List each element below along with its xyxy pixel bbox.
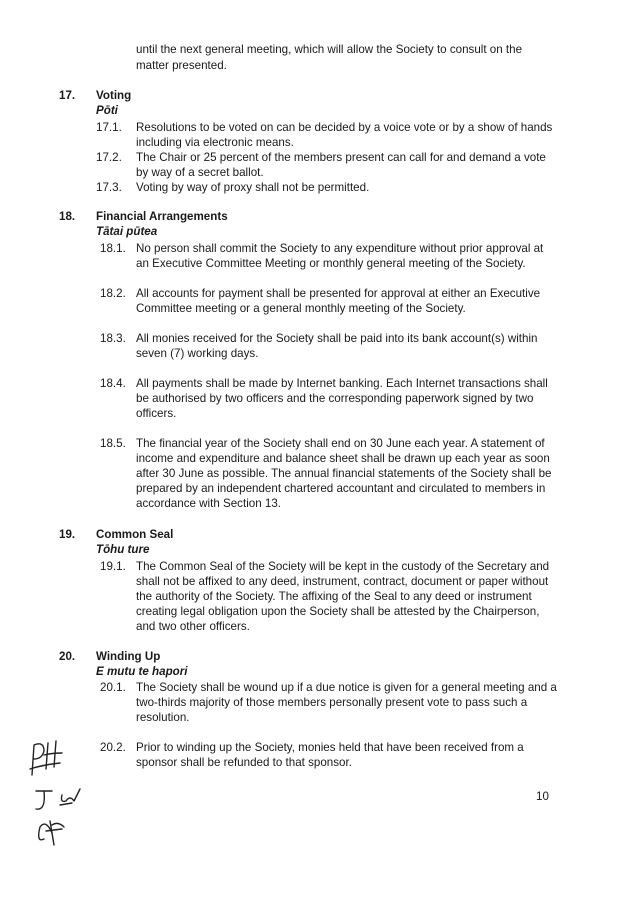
clause-line: after 30 June as possible. The annual financial statements of the Society shall be [136, 467, 552, 480]
clause-line: sponsor shall be refunded to that sponsor. [136, 756, 352, 769]
clause-number: 17.3. [96, 181, 122, 194]
clause-line: officers. [136, 407, 177, 420]
clause-line: and two other officers. [136, 620, 250, 633]
clause-line: including via electronic means. [136, 136, 294, 149]
clause-line: shall not be affixed to any deed, instrument, contract, document or paper without [136, 575, 549, 588]
clause-line: income and expenditure and balance sheet shall be drawn up each year as soon [136, 452, 550, 465]
clause-number: 18.2. [100, 287, 126, 300]
clause-line: prepared by an independent chartered accountant and circulated to members in [136, 482, 546, 495]
section-title: Voting [96, 89, 132, 102]
clause-line: be authorised by two officers and the corresponding paperwork signed by two [136, 392, 534, 405]
clause-line: No person shall commit the Society to any expenditure without prior approval at [136, 242, 544, 255]
section-title: Common Seal [96, 528, 174, 541]
section-title: Financial Arrangements [96, 210, 228, 223]
clause-number: 17.2. [96, 151, 122, 164]
handwritten-initials [22, 735, 112, 865]
clause-line: resolution. [136, 711, 190, 724]
clause-line: All payments shall be made by Internet banking. Each Internet transactions shall [136, 377, 548, 390]
clause-line: Voting by way of proxy shall not be permitted. [136, 181, 370, 194]
clause-number: 20.1. [100, 681, 126, 694]
intro-line: matter presented. [136, 59, 227, 72]
clause-line: The Society shall be wound up if a due notice is given for a general meeting and a [136, 681, 557, 694]
clause-number: 18.5. [100, 437, 126, 450]
clause-line: All monies received for the Society shall be paid into its bank account(s) within [136, 332, 538, 345]
clause-line: Committee meeting or a general monthly meeting of the Society. [136, 302, 466, 315]
clause-line: All accounts for payment shall be presented for approval at either an Executive [136, 287, 541, 300]
clause-number: 20.2. [100, 741, 126, 754]
clause-line: two-thirds majority of those members personally present vote to pass such a [136, 696, 528, 709]
clause-line: accordance with Section 13. [136, 497, 282, 510]
clause-line: The Chair or 25 percent of the members present can call for and demand a vote [136, 151, 546, 164]
clause-line: The financial year of the Society shall end on 30 June each year. A statement of [136, 437, 545, 450]
section-subtitle: Tātai pūtea [96, 225, 158, 238]
clause-line: The Common Seal of the Society will be kept in the custody of the Secretary and [136, 560, 550, 573]
clause-number: 18.4. [100, 377, 126, 390]
clause-number: 19.1. [100, 560, 126, 573]
section-number: 20. [59, 650, 76, 663]
clause-number: 18.1. [100, 242, 126, 255]
clause-line: the authority of the Society. The affixing of the Seal to any deed or instrument [136, 590, 532, 603]
intro-line: until the next general meeting, which will allow the Society to consult on the [136, 43, 523, 56]
clause-line: an Executive Committee Meeting or monthly general meeting of the Society. [136, 257, 526, 270]
clause-line: creating legal obligation upon the Society shall be attested by the Chairperson, [136, 605, 540, 618]
section-number: 17. [59, 89, 76, 102]
clause-number: 18.3. [100, 332, 126, 345]
page-number: 10 [536, 790, 549, 803]
section-number: 19. [59, 528, 76, 541]
section-subtitle: Tōhu ture [96, 543, 150, 556]
section-subtitle: E mutu te hapori [96, 665, 188, 678]
section-number: 18. [59, 210, 76, 223]
clause-line: seven (7) working days. [136, 347, 259, 360]
clause-line: Prior to winding up the Society, monies held that have been received from a [136, 741, 524, 754]
section-title: Winding Up [96, 650, 161, 663]
clause-line: Resolutions to be voted on can be decided by a voice vote or by a show of hands [136, 121, 553, 134]
clause-number: 17.1. [96, 121, 122, 134]
section-subtitle: Pōti [96, 104, 118, 117]
clause-line: by way of a secret ballot. [136, 166, 264, 179]
